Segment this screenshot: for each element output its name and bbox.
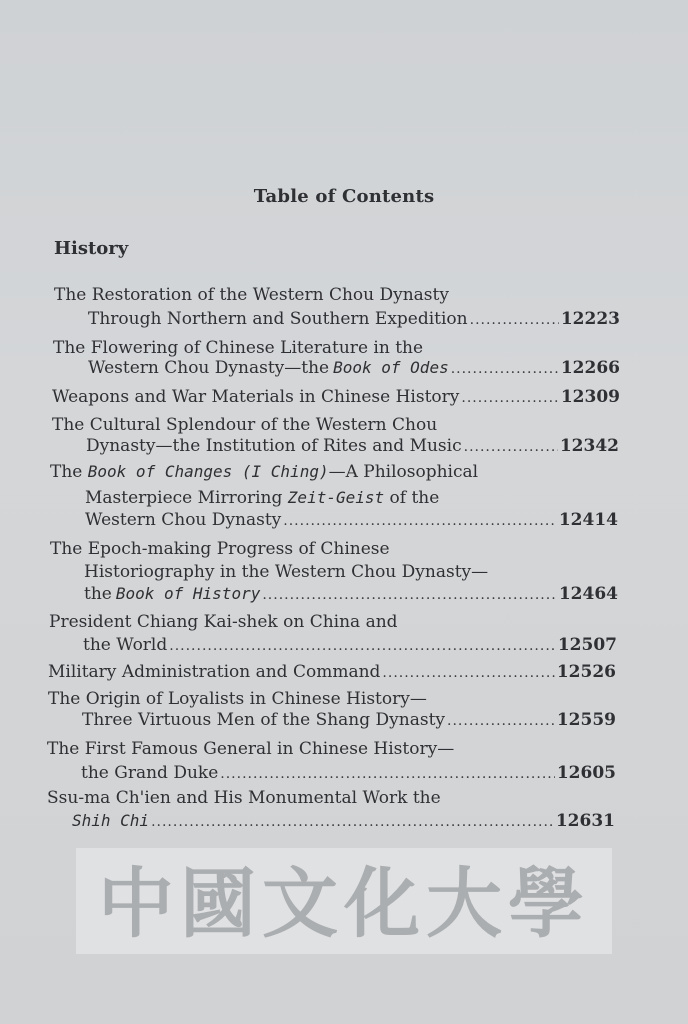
leader-dots (220, 763, 555, 785)
leader-dots (451, 358, 559, 380)
toc-entry-line: Western Chou Dynasty (85, 510, 282, 530)
leader-dots (464, 436, 558, 458)
watermark-calligraphy (76, 848, 612, 954)
leader-dots (447, 710, 555, 732)
toc-entry-line: the World (83, 635, 168, 655)
toc-entry-line: the Grand Duke (81, 763, 219, 783)
toc-entry-line: Ssu-ma Ch'ien and His Monumental Work the (47, 788, 441, 808)
page-number: 12223 (560, 309, 620, 329)
toc-entry-line: The Origin of Loyalists in Chinese History— (48, 689, 427, 709)
page-number: 12526 (556, 662, 616, 682)
toc-entry[interactable] (82, 709, 616, 732)
toc-entry[interactable] (83, 634, 617, 657)
page-number: 12309 (560, 387, 620, 407)
toc-entry-line: Through Northern and Southern Expedition (88, 309, 468, 329)
page-title: Table of Contents (253, 186, 435, 207)
page-number: 12507 (557, 635, 617, 655)
toc-entry[interactable] (48, 661, 616, 684)
toc-entry[interactable] (86, 435, 619, 458)
toc-entry[interactable] (52, 386, 620, 409)
toc-entry[interactable] (88, 308, 620, 331)
italic-term: Zeit-Geist (287, 488, 385, 507)
toc-entry-line: Weapons and War Materials in Chinese History (52, 387, 460, 407)
text-run: of the (389, 488, 440, 508)
leader-dots (151, 811, 554, 833)
text-run: Masterpiece Mirroring (85, 488, 283, 508)
leader-dots (470, 309, 559, 331)
toc-entry-line: Western Chou Dynasty—the (88, 358, 330, 378)
page-number: 12342 (559, 436, 619, 456)
leader-dots (382, 662, 554, 684)
italic-title: Shih Chi (72, 811, 150, 830)
toc-entry[interactable] (88, 357, 620, 380)
toc-entry[interactable] (84, 583, 618, 606)
toc-entry[interactable] (85, 509, 618, 532)
toc-entry-line: President Chiang Kai-shek on China and (49, 612, 398, 632)
page-number: 12605 (556, 763, 616, 783)
toc-entry-line: The Flowering of Chinese Literature in the (53, 338, 424, 358)
toc-entry-line: the (84, 584, 112, 604)
leader-dots (461, 387, 558, 409)
svg-text:中國文化大學: 中國文化大學 (98, 859, 590, 948)
toc-entry-line: The Restoration of the Western Chou Dynasty (54, 285, 449, 305)
leader-dots (283, 510, 557, 532)
toc-entry-line: The Cultural Splendour of the Western Chou (52, 415, 438, 435)
italic-title: Book of Odes (333, 358, 449, 377)
toc-entry-line: Historiography in the Western Chou Dynasty— (84, 562, 489, 582)
text-run: The (50, 462, 83, 482)
toc-entry-line (85, 487, 439, 509)
toc-entry-line: The First Famous General in Chinese History— (47, 739, 455, 759)
toc-entry-line: Dynasty—the Institution of Rites and Music (86, 436, 462, 456)
page-number: 12464 (558, 584, 618, 604)
italic-title: Book of History (115, 584, 261, 603)
toc-entry[interactable] (72, 810, 615, 833)
text-run: —A Philosophical (328, 462, 479, 482)
toc-entry-line: Three Virtuous Men of the Shang Dynasty (82, 710, 446, 730)
toc-entry-line: The Epoch-making Progress of Chinese (50, 539, 390, 559)
section-heading-history: History (54, 238, 129, 259)
leader-dots (169, 635, 556, 657)
page-number: 12266 (560, 358, 620, 378)
toc-entry[interactable] (81, 762, 616, 785)
toc-entry-line: Military Administration and Command (48, 662, 381, 682)
toc-entry-line (50, 461, 478, 483)
page-number: 12559 (556, 710, 616, 730)
page-number: 12414 (558, 510, 618, 530)
watermark-seal (76, 848, 612, 954)
page-number: 12631 (555, 811, 615, 831)
leader-dots (262, 584, 557, 606)
italic-title: Book of Changes (I Ching) (87, 462, 329, 481)
